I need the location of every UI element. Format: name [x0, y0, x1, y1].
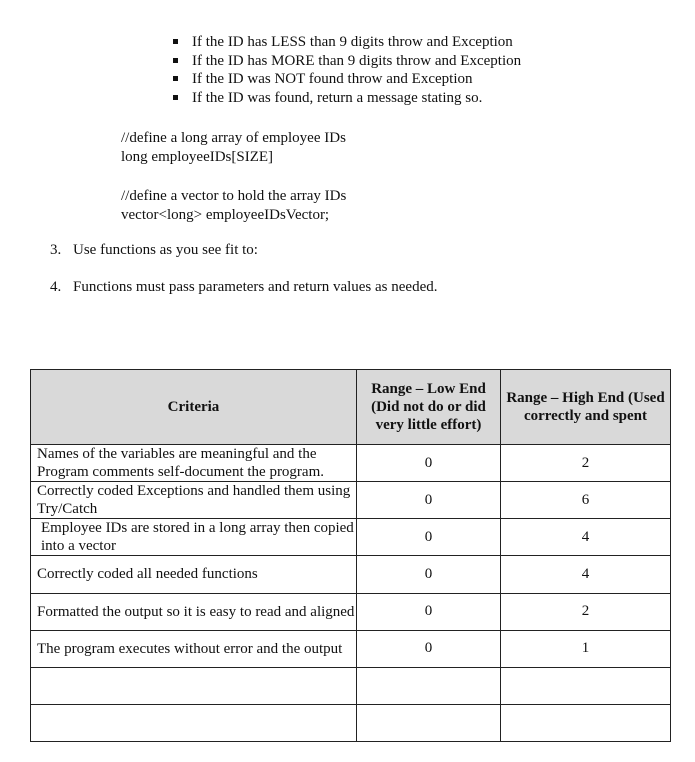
square-bullet-icon: [173, 95, 178, 100]
high-score-cell: [501, 704, 671, 741]
square-bullet-icon: [173, 58, 178, 63]
low-score-cell: 0: [357, 630, 501, 667]
header-criteria: Criteria: [31, 370, 357, 445]
square-bullet-icon: [173, 39, 178, 44]
table-row: [31, 593, 671, 630]
criteria-cell: Names of the variables are meaningful and the Program comments self-document the program.: [31, 445, 357, 482]
header-high-end: Range – High End (Used correctly and spent: [501, 370, 671, 445]
numbered-item-4: [50, 279, 437, 296]
criteria-cell: Correctly coded all needed functions: [31, 556, 357, 593]
criteria-cell: The program executes without error and the output: [31, 630, 357, 667]
code-line: //define a long array of employee IDs: [121, 130, 346, 146]
criteria-cell: Employee IDs are stored in a long array then copied into a vector: [31, 519, 357, 556]
bullet-item: [172, 89, 521, 108]
item-text: Use functions as you see fit to:: [73, 242, 258, 258]
code-block-array: [121, 129, 346, 167]
table-row: [31, 704, 671, 741]
criteria-cell: Correctly coded Exceptions and handled them using Try/Catch: [31, 482, 357, 519]
high-score-cell: 4: [501, 519, 671, 556]
header-low-end: Range – Low End (Did not do or did very little effort): [357, 370, 501, 445]
table-row: [31, 519, 671, 556]
high-score-cell: 6: [501, 482, 671, 519]
table-row: [31, 630, 671, 667]
high-score-cell: 2: [501, 593, 671, 630]
numbered-item-3: [50, 242, 258, 259]
low-score-cell: 0: [357, 445, 501, 482]
table-row: [31, 667, 671, 704]
table-row: [31, 482, 671, 519]
bullet-item: [172, 52, 521, 71]
bullet-item: [172, 70, 521, 89]
high-score-cell: 1: [501, 630, 671, 667]
high-score-cell: 4: [501, 556, 671, 593]
item-number: 3.: [50, 242, 62, 258]
low-score-cell: 0: [357, 593, 501, 630]
low-score-cell: 0: [357, 519, 501, 556]
code-line: vector<long> employeeIDsVector;: [121, 207, 330, 223]
bullet-text: If the ID has MORE than 9 digits throw and Exception: [192, 52, 522, 69]
criteria-cell: [31, 704, 357, 741]
low-score-cell: 0: [357, 482, 501, 519]
grading-rubric-table: [30, 369, 671, 742]
high-score-cell: [501, 667, 671, 704]
item-number: 4.: [50, 279, 62, 295]
low-score-cell: 0: [357, 556, 501, 593]
code-block-vector: [121, 187, 346, 225]
bullet-text: If the ID was NOT found throw and Exception: [192, 71, 473, 87]
code-line: //define a vector to hold the array IDs: [121, 188, 347, 204]
table-row: [31, 556, 671, 593]
code-line: long employeeIDs[SIZE]: [121, 149, 274, 165]
bullet-text: If the ID was found, return a message stating so.: [192, 89, 483, 106]
item-text: Functions must pass parameters and return values as needed.: [73, 279, 438, 295]
exception-rules-list: [172, 33, 521, 107]
high-score-cell: 2: [501, 445, 671, 482]
square-bullet-icon: [173, 76, 178, 81]
bullet-item: [172, 33, 521, 52]
low-score-cell: [357, 667, 501, 704]
criteria-cell: Formatted the output so it is easy to read and aligned: [31, 593, 357, 630]
bullet-text: If the ID has LESS than 9 digits throw and Exception: [192, 34, 513, 50]
criteria-cell: [31, 667, 357, 704]
low-score-cell: [357, 704, 501, 741]
table-row: [31, 445, 671, 482]
table-header-row: [31, 370, 671, 445]
